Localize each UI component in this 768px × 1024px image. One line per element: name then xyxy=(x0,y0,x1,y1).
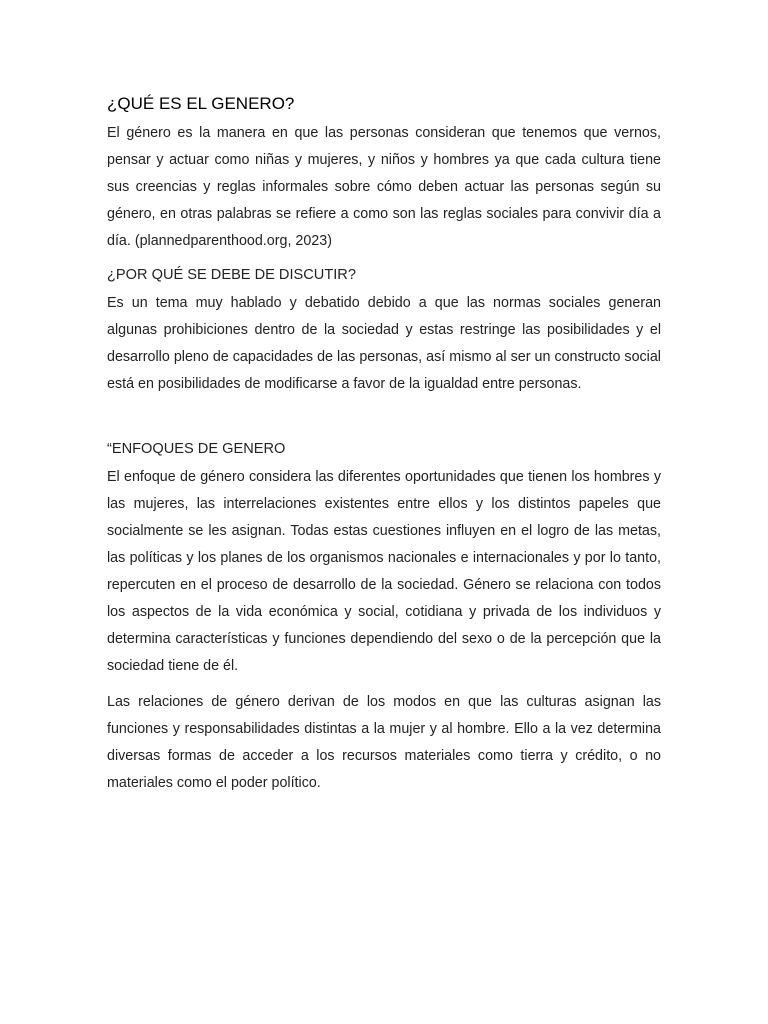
section-heading-que-es-el-genero: ¿QUÉ ES EL GENERO? xyxy=(107,94,295,113)
section-heading-por-que-discutir: ¿POR QUÉ SE DEBE DE DISCUTIR? xyxy=(107,267,356,283)
section-paragraph-por-que-discutir: Es un tema muy hablado y debatido debido a que las normas sociales generan algunas prohibiciones dentro de la sociedad y estas restringe las posibilidades y el desarrollo pleno de capacidades de las personas, así mismo al ser un constructo social está en posibilidades de modificarse a favor de la igualdad entre personas. xyxy=(107,295,661,392)
section-paragraph-enfoque-de-genero: El enfoque de género considera las diferentes oportunidades que tienen los hombres y las mujeres, las interrelaciones existentes entre ellos y los distintos papeles que socialmente se les asignan. Todas estas cuestiones influyen en el logro de las metas, las políticas y los planes de los organismos nacionales e internacionales y por lo tanto, repercuten en el proceso de desarrollo de la sociedad. Género se relaciona con todos los aspectos de la vida económica y social, cotidiana y privada de los individuos y determina características y funciones dependiendo del sexo o de la percepción que la sociedad tiene de él. xyxy=(107,469,661,674)
document-page xyxy=(107,92,661,797)
section-paragraph-relaciones-de-genero: Las relaciones de género derivan de los modos en que las culturas asignan las funciones y responsabilidades distintas a la mujer y al hombre. Ello a la vez determina diversas formas de acceder a los recursos materiales como tierra y crédito, o no materiales como el poder político. xyxy=(107,694,661,791)
section-paragraph-definicion-genero: El género es la manera en que las personas consideran que tenemos que vernos, pensar y actuar como niñas y mujeres, y niños y hombres ya que cada cultura tiene sus creencias y reglas informales sobre cómo deben actuar las personas según su género, en otras palabras se refiere a como son las reglas sociales para convivir día a día. (plannedparenthood.org, 2023) xyxy=(107,125,661,249)
section-heading-enfoques-de-genero: “ENFOQUES DE GENERO xyxy=(107,441,286,457)
